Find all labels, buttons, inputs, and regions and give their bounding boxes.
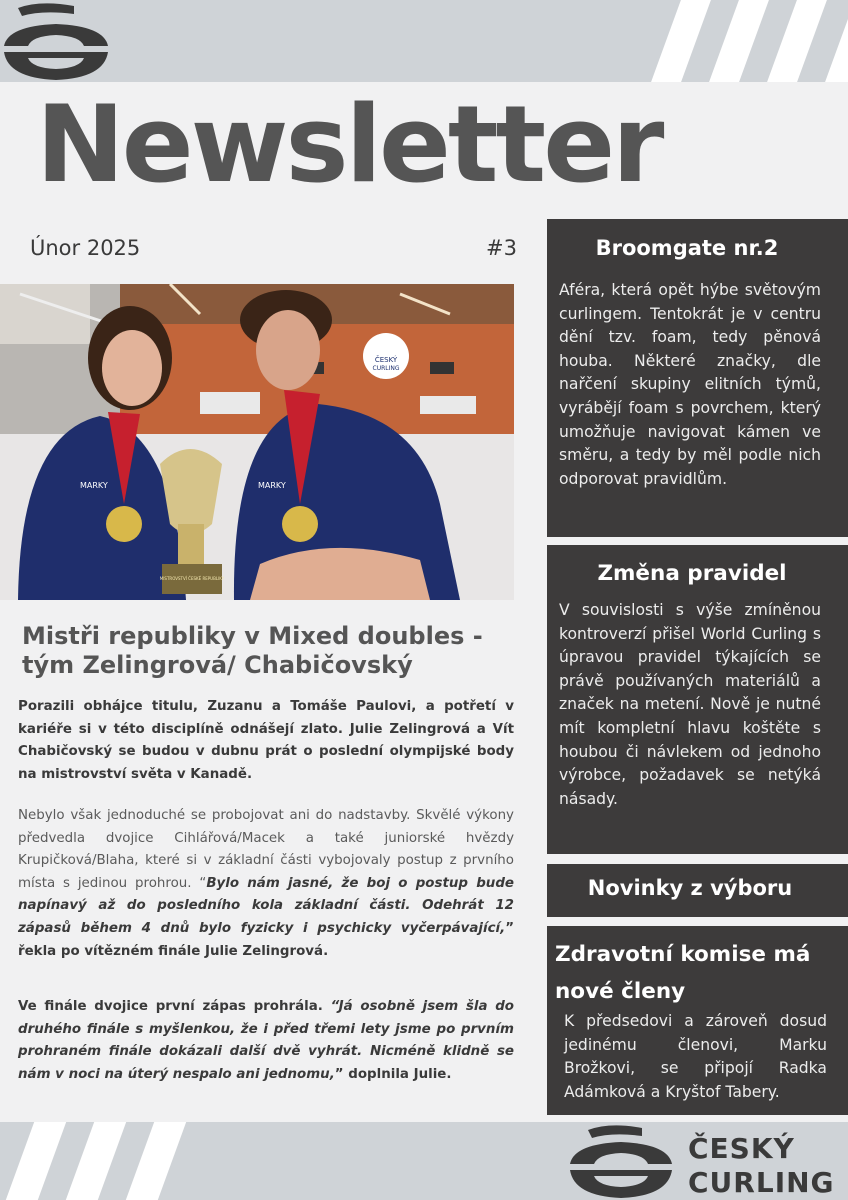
champions-photo-illustration	[0, 284, 514, 600]
decor-stripe	[126, 1122, 186, 1200]
box-title: Broomgate nr.2	[595, 236, 779, 260]
decor-stripe	[825, 0, 848, 82]
masthead-title: Newsletter	[36, 83, 662, 206]
curling-stone-logo-icon	[0, 0, 112, 82]
box-text: Aféra, která opět hýbe světovým curlingem. Tentokrát je v centru dění tzv. foam, tedy pěnová houba. Některé značky, dle nařčení skupiny elitních týmů, vyrábějí foam s povrchem, který umožňuje navigovat kámen ve směru, a tedy by měl podle nich odporovat pravidlům.	[559, 281, 821, 488]
article-text: Ve finále dvojice první zápas prohrála.	[18, 999, 331, 1014]
article-text: Nebylo však jednoduché se probojovat ani do nadstavby. Skvělé výkony předvedla dvojice Cihlářová/Macek a také juniorské hvězdy Krupičková/Blaha, které si v základní části vybojovaly postup z prvního místa s jedinou prohrou. “	[18, 808, 514, 891]
box-text: V souvislosti s výše zmíněnou kontroverzí přišel World Curling s úpravou pravidel týkajících se právě používaných materiálů a značek na metení. Nově je nutné mít kompletní hlavu koštěte s houbou či návlekem od jednoho výrobce, požadavek se netýká násady.	[559, 601, 821, 808]
box-title: Novinky z výboru	[587, 876, 793, 900]
sign-sub-text: CURLING	[372, 365, 400, 372]
footer-logo-line2: CURLING	[688, 1166, 835, 1199]
article-body-paragraph	[18, 805, 514, 963]
issue-number: #3	[486, 236, 517, 260]
curling-stone-logo-icon	[566, 1122, 676, 1200]
decor-stripe	[651, 0, 711, 82]
cup-plate-text: MISTROVSTVÍ ČESKÉ REPUBLIKY	[159, 576, 225, 581]
article-quote: “Já osobně jsem šla do druhého finále s myšlenkou, že i před třemi lety jsme po prvním prohraném finále dokázali další dvě vyhrát. Nicméně klidně se nám v noci na úterý nespalo ani jednomu,	[18, 999, 514, 1082]
decor-stripe	[6, 1122, 66, 1200]
article-lead: Porazili obhájce titulu, Zuzanu a Tomáše Paulovi, a potřetí v kariéře si v této disciplíně odnášejí zlato. Julie Zelingrová a Vít Chabičovský se budou v dubnu prát o poslední olympijské body na mistrovství světa v Kanadě.	[18, 699, 514, 782]
decor-stripe	[767, 0, 827, 82]
jersey-brand-text: MARKY	[258, 481, 286, 490]
sidebar-box-committee-news	[547, 864, 848, 917]
sidebar-box-broomgate	[547, 219, 848, 537]
article-text: ” řekla po vítězném finále Julie Zelingrová.	[18, 920, 514, 959]
article-headline: Mistři republiky v Mixed doubles - tým Zelingrová/ Chabičovský	[22, 622, 483, 679]
article-body-paragraph	[18, 996, 514, 1086]
footer-logo-line1: ČESKÝ	[688, 1132, 795, 1165]
article-quote: Bylo nám jasné, že boj o postup bude napínavý až do posledního kola základní části. Odehrát 12 zápasů během 4 dnů bylo fyzicky i psychicky vyčerpávající,	[18, 875, 514, 936]
box-title: Změna pravidel	[597, 561, 787, 586]
article-text: ” doplnila Julie.	[334, 1066, 452, 1082]
jersey-brand-text: MARKY	[80, 481, 108, 490]
champions-photo	[0, 284, 514, 600]
decor-stripe	[709, 0, 769, 82]
sign-brand-text: ČESKÝ	[374, 356, 398, 364]
sidebar-box-commission	[547, 926, 848, 1115]
decor-stripe	[66, 1122, 126, 1200]
issue-date: Únor 2025	[30, 236, 141, 260]
top-band	[0, 0, 848, 82]
sidebar-box-rules	[547, 545, 848, 854]
box-text: K předsedovi a zároveň dosud jedinému členovi, Marku Brožkovi, se připojí Radka Adámková a Kryštof Tabery.	[564, 1012, 827, 1101]
box-title: Zdravotní komise má nové členy	[555, 942, 811, 1004]
bottom-band	[0, 1122, 848, 1200]
